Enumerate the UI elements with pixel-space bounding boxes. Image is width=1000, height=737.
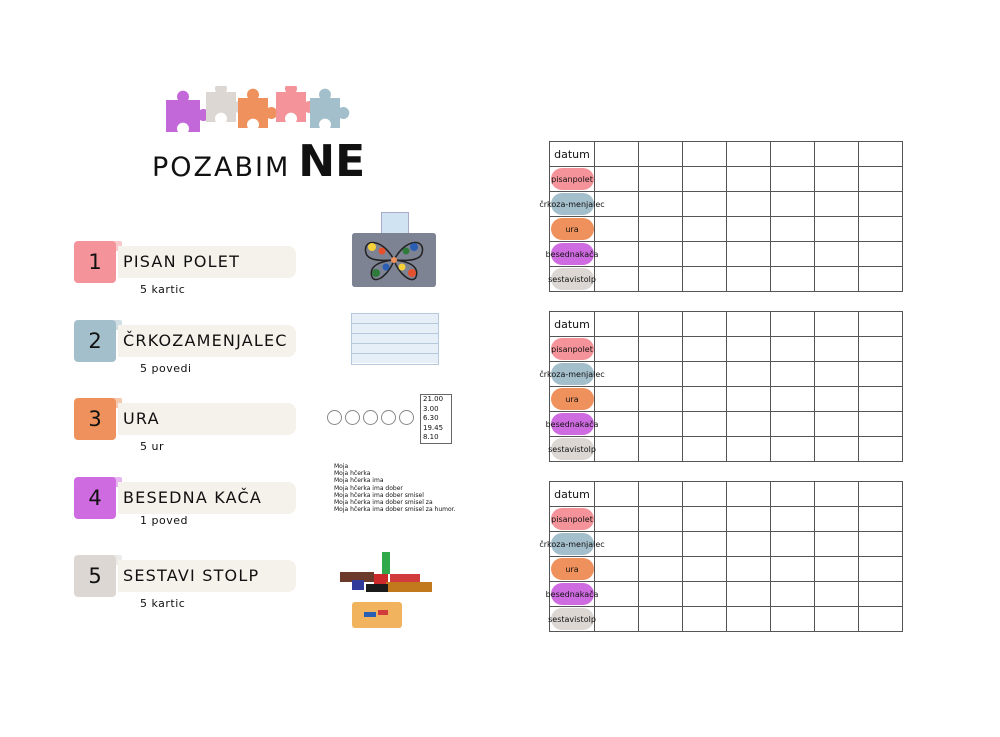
time-item: 6.30 — [423, 414, 439, 422]
activity-row-5 — [74, 555, 296, 615]
table-header-datum: datum — [550, 482, 595, 507]
row-label-besedna-kaca: besedna kača — [551, 583, 594, 605]
title-word-ne: NE — [298, 136, 366, 187]
snake-line: Moja hčerka ima — [334, 477, 384, 485]
tracking-table-2 — [539, 311, 903, 462]
activity-row-4 — [74, 477, 296, 537]
circle-icon — [345, 410, 360, 425]
activity-label: URA — [123, 409, 160, 428]
snake-line: Moja hčerka ima dober — [334, 484, 403, 492]
tracking-table-3 — [539, 481, 903, 632]
row-label-ura: ura — [551, 558, 594, 580]
activity-label: BESEDNA KAČA — [123, 488, 263, 507]
row-label-ura: ura — [551, 388, 594, 410]
activity-label: ČRKOZAMENJALEC — [123, 331, 288, 350]
circle-icon — [381, 410, 396, 425]
activity-label: SESTAVI STOLP — [123, 566, 260, 585]
snake-line: Moja hčerka ima dober smisel za humor. — [334, 506, 456, 514]
table-header-datum: datum — [550, 312, 595, 337]
row-label-besedna-kaca: besedna kača — [551, 413, 594, 435]
butterfly-card-thumbnail — [381, 212, 409, 234]
activity-row-1 — [74, 241, 296, 301]
activity-count: 5 kartic — [140, 597, 186, 610]
puzzle-pieces-icon — [162, 86, 362, 134]
time-item: 3.00 — [423, 404, 439, 413]
time-item: 21.00 — [423, 395, 444, 403]
circle-icon — [399, 410, 414, 425]
row-label-crkozamenjalec: črkoza- menjalec — [551, 363, 594, 385]
snake-line: Moja hčerka ima dober smisel za — [334, 499, 433, 507]
activity-number: 3 — [74, 398, 116, 440]
row-label-sestavi-stolp: sestavi stolp — [551, 438, 594, 460]
row-label-pisan-polet: pisan polet — [551, 338, 594, 360]
times-list — [420, 394, 452, 444]
activity-count: 1 poved — [140, 514, 188, 527]
clock-circles — [327, 410, 414, 425]
word-snake-text — [334, 463, 455, 513]
butterfly-image — [352, 233, 436, 287]
activity-number: 2 — [74, 320, 116, 362]
row-label-pisan-polet: pisan polet — [551, 508, 594, 530]
activity-number: 5 — [74, 555, 116, 597]
activity-label: PISAN POLET — [123, 252, 241, 271]
activity-number: 1 — [74, 241, 116, 283]
activity-count: 5 ur — [140, 440, 164, 453]
row-label-sestavi-stolp: sestavi stolp — [551, 608, 594, 630]
row-label-besedna-kaca: besedna kača — [551, 243, 594, 265]
snake-line: Moja hčerka — [334, 470, 371, 478]
activity-number: 4 — [74, 477, 116, 519]
circle-icon — [327, 410, 342, 425]
table-header-datum: datum — [550, 142, 595, 167]
time-item: 19.45 — [423, 423, 444, 432]
page-title — [152, 136, 366, 187]
title-word-pozabim: POZABIM — [152, 152, 291, 183]
snake-line: Moja hčerka ima dober smisel — [334, 491, 424, 499]
row-label-pisan-polet: pisan polet — [551, 168, 594, 190]
activity-count: 5 kartic — [140, 283, 186, 296]
activity-row-2 — [74, 320, 296, 380]
activity-row-3 — [74, 398, 296, 458]
row-label-crkozamenjalec: črkoza- menjalec — [551, 193, 594, 215]
row-label-crkozamenjalec: črkoza- menjalec — [551, 533, 594, 555]
snake-line: Moja — [334, 463, 349, 470]
circle-icon — [363, 410, 378, 425]
row-label-sestavi-stolp: sestavi stolp — [551, 268, 594, 290]
block-tower-image — [338, 552, 438, 628]
sentence-worksheet-image — [351, 313, 439, 365]
row-label-ura: ura — [551, 218, 594, 240]
time-item: 8.10 — [423, 433, 439, 441]
activity-count: 5 povedi — [140, 362, 192, 375]
tracking-table-1 — [539, 141, 903, 292]
